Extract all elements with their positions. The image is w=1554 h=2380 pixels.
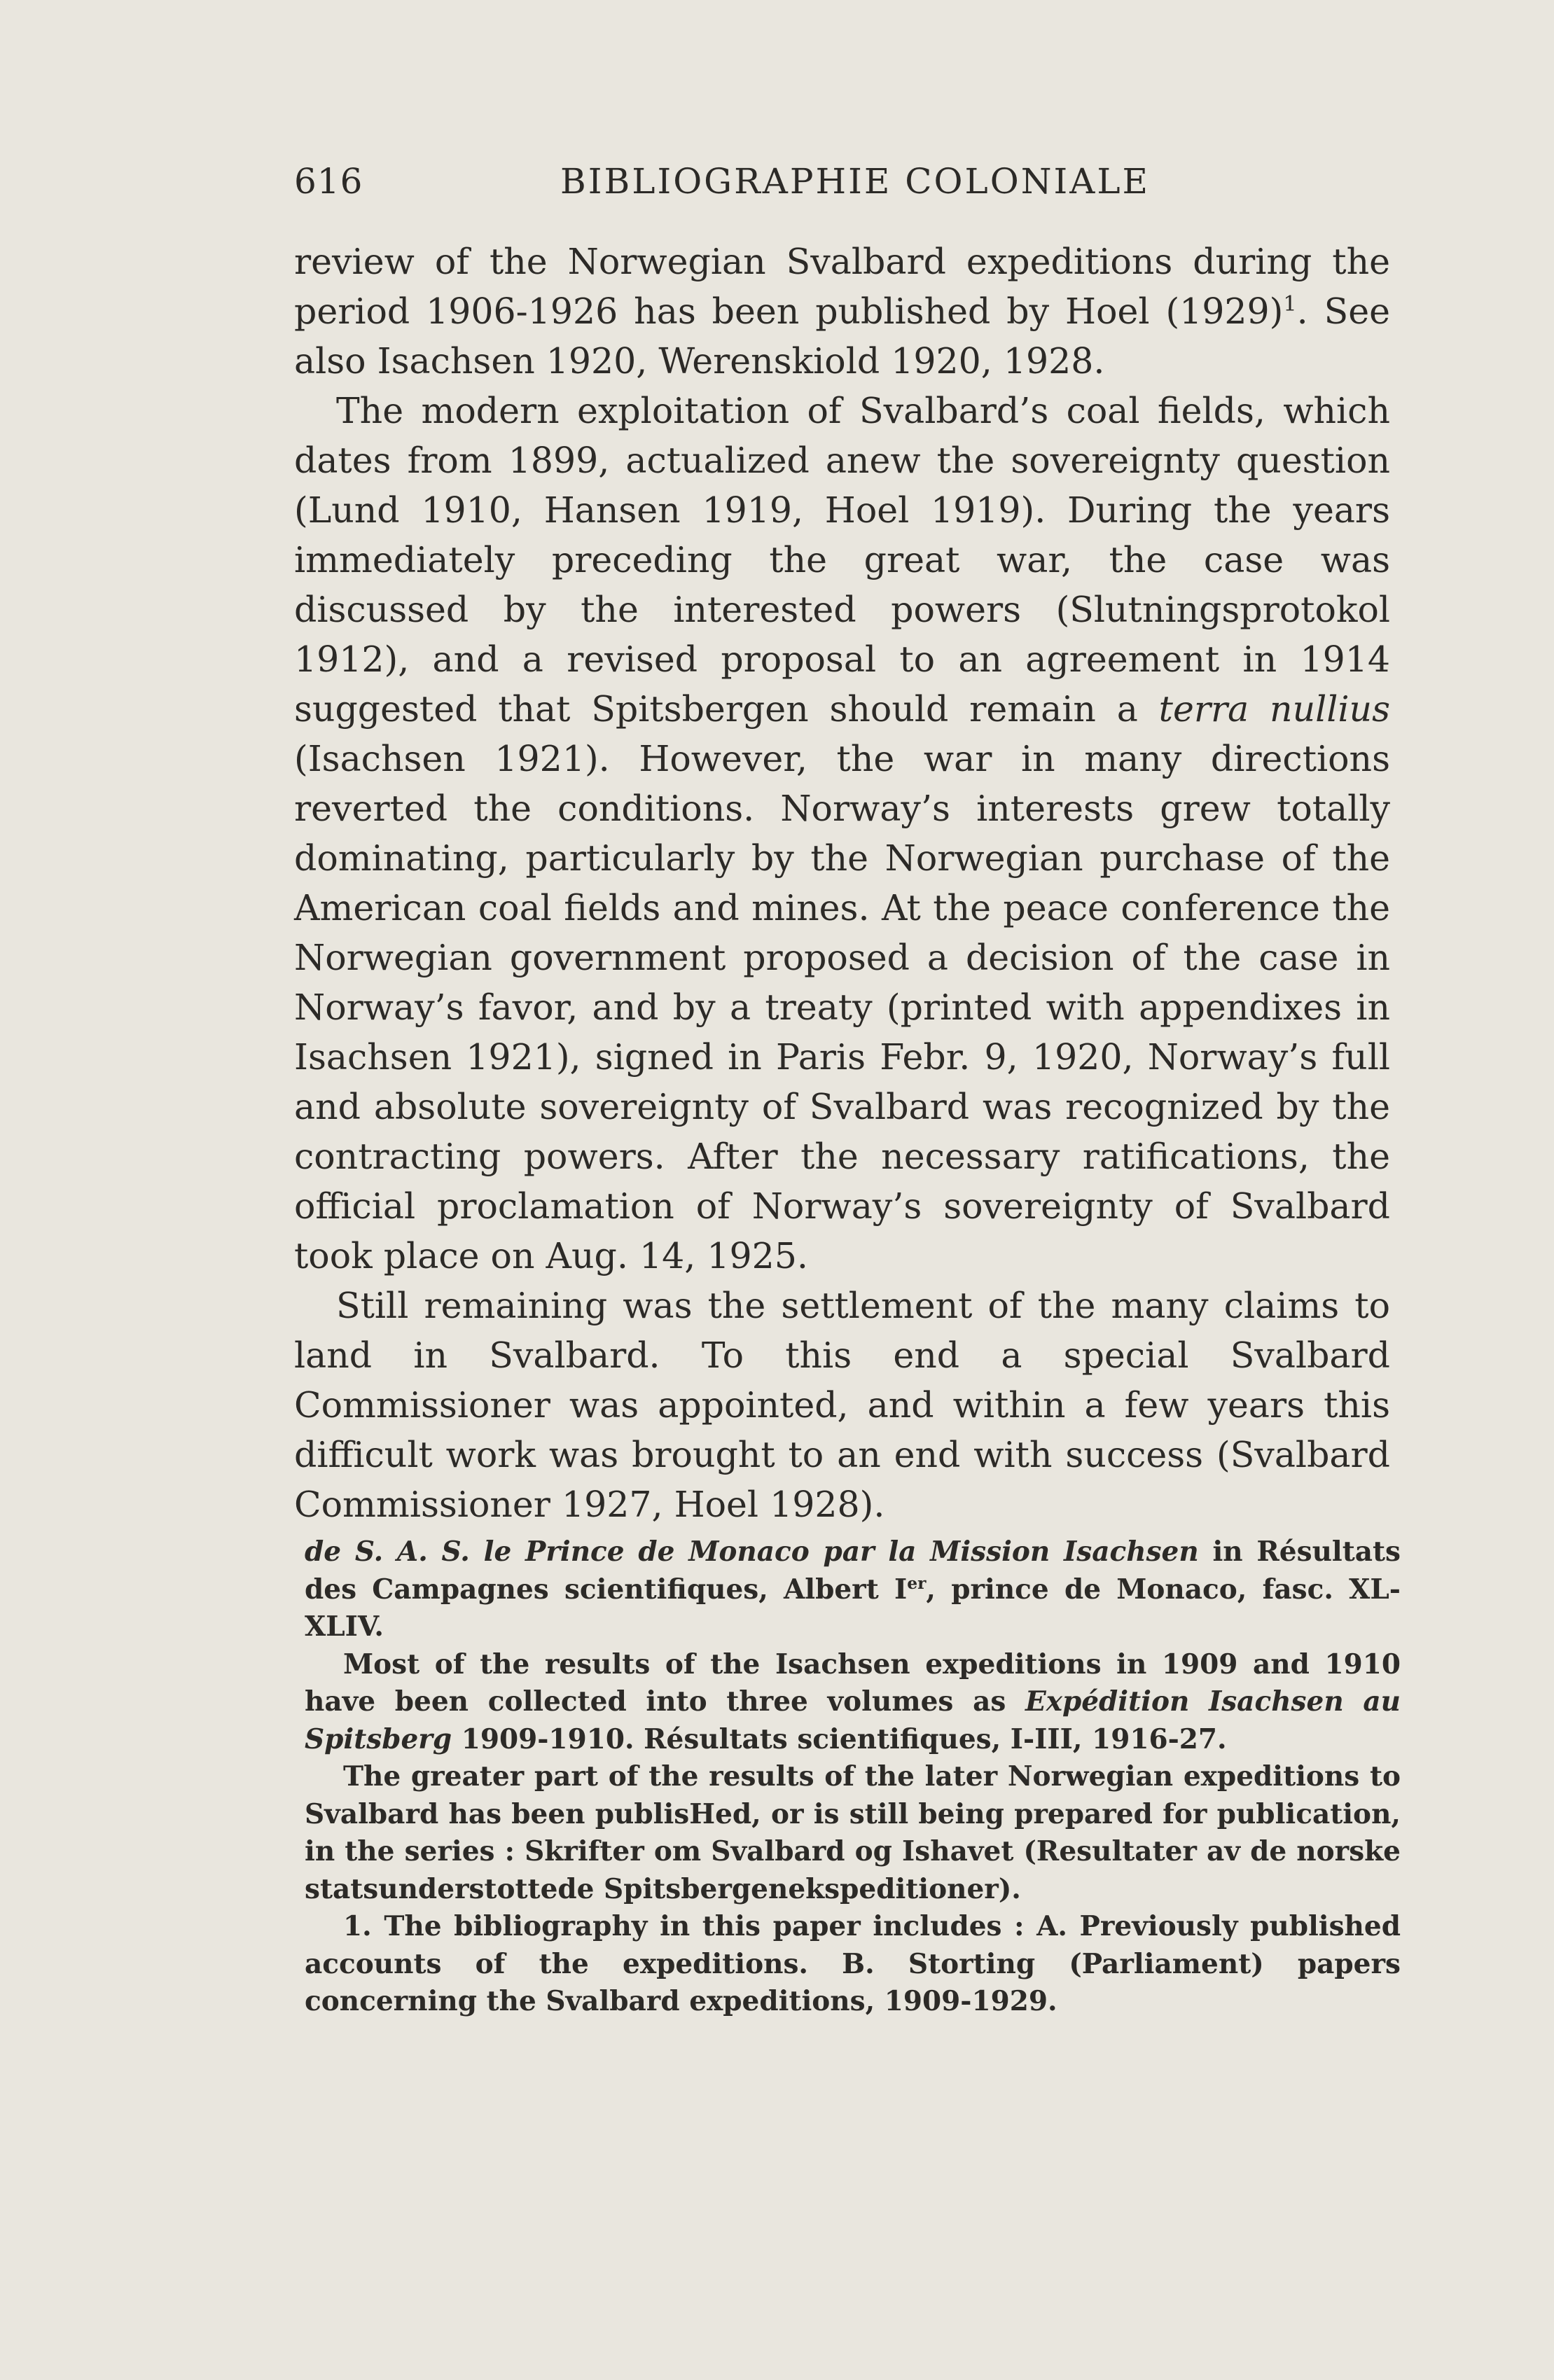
text-run: 1909-1910. Résultats scientifiques, I-III, 1916-27. [452, 1723, 1227, 1755]
footnote [305, 1533, 1401, 1646]
text-run: Still remaining was the settlement of the many claims to land in Svalbard. To this end a special Svalbard Commissioner was appointed, and within a few years this difficult work was brought to an end with success (Svalbard Commissioner 1927, Hoel 1928). [294, 1285, 1390, 1525]
text-run: Most of the results of the Isachsen expeditions in 1909 and 1910 have been collected into three volumes as [305, 1648, 1401, 1718]
superscript: er [907, 1573, 927, 1593]
footnotes [305, 1533, 1401, 2021]
text-run: . See also Isachsen 1920, Werenskiold 1920, 1928. [294, 291, 1390, 382]
text-run: in Résultats des Campagnes scientifiques, Albert I [305, 1536, 1401, 1606]
text-run: 1. The bibliography in this paper includes : A. Previously published accounts of the expeditions. B. Storting (Parliament) papers concerning the Svalbard expeditions, 1909-1929. [305, 1910, 1401, 2017]
paragraph [294, 386, 1390, 1281]
italic-title: Expédition Isachsen au Spitsberg [305, 1685, 1401, 1755]
page-header [294, 161, 1401, 210]
text-run: The greater part of the results of the later Norwegian expeditions to Svalbard has been publisHed, or is still being prepared for publication, in the series : Skrifter om Svalbard og Ishavet (Resultater av de norske statsunderstottede Spitsbergenekspeditioner). [305, 1760, 1401, 1905]
text-run: review of the Norwegian Svalbard expeditions during the period 1906-1926 has been published by Hoel (1929) [294, 241, 1390, 332]
paragraph [294, 237, 1390, 386]
footnote [305, 1646, 1401, 1759]
footnote [305, 1908, 1401, 2021]
running-title: BIBLIOGRAPHIE COLONIALE [560, 161, 1151, 202]
main-text [294, 237, 1390, 1529]
page-number: 616 [294, 161, 363, 202]
text-run: The modern exploitation of Svalbard’s coal fields, which dates from 1899, actualized anew the sovereignty question (Lund 1910, Hansen 1919, Hoel 1919). During the years immediately preceding the great war, the case was discussed by the interested powers (Slutningsprotokol 1912), and a revised proposal to an agreement in 1914 suggested that Spitsbergen should remain a [294, 390, 1390, 730]
text-run: , prince de Monaco, fasc. XL-XLIV. [305, 1573, 1401, 1643]
footnote-reference: 1 [1283, 292, 1297, 317]
footnote [305, 1758, 1401, 1908]
italic-term: terra nullius [1158, 688, 1390, 730]
text-run: (Isachsen 1921). However, the war in many directions reverted the conditions. Norway’s interests grew totally dominating, particularly by the Norwegian purchase of the American coal fields and mines. At the peace conference the Norwegian government proposed a decision of the case in Norway’s favor, and by a treaty (printed with appendixes in Isachsen 1921), signed in Paris Febr. 9, 1920, Norway’s full and absolute sovereignty of Svalbard was recognized by the contracting powers. After the necessary ratifications, the official proclamation of Norway’s sovereignty of Svalbard took place on Aug. 14, 1925. [294, 738, 1390, 1276]
italic-title: de S. A. S. le Prince de Monaco par la Mission Isachsen [305, 1536, 1199, 1568]
paragraph [294, 1281, 1390, 1529]
